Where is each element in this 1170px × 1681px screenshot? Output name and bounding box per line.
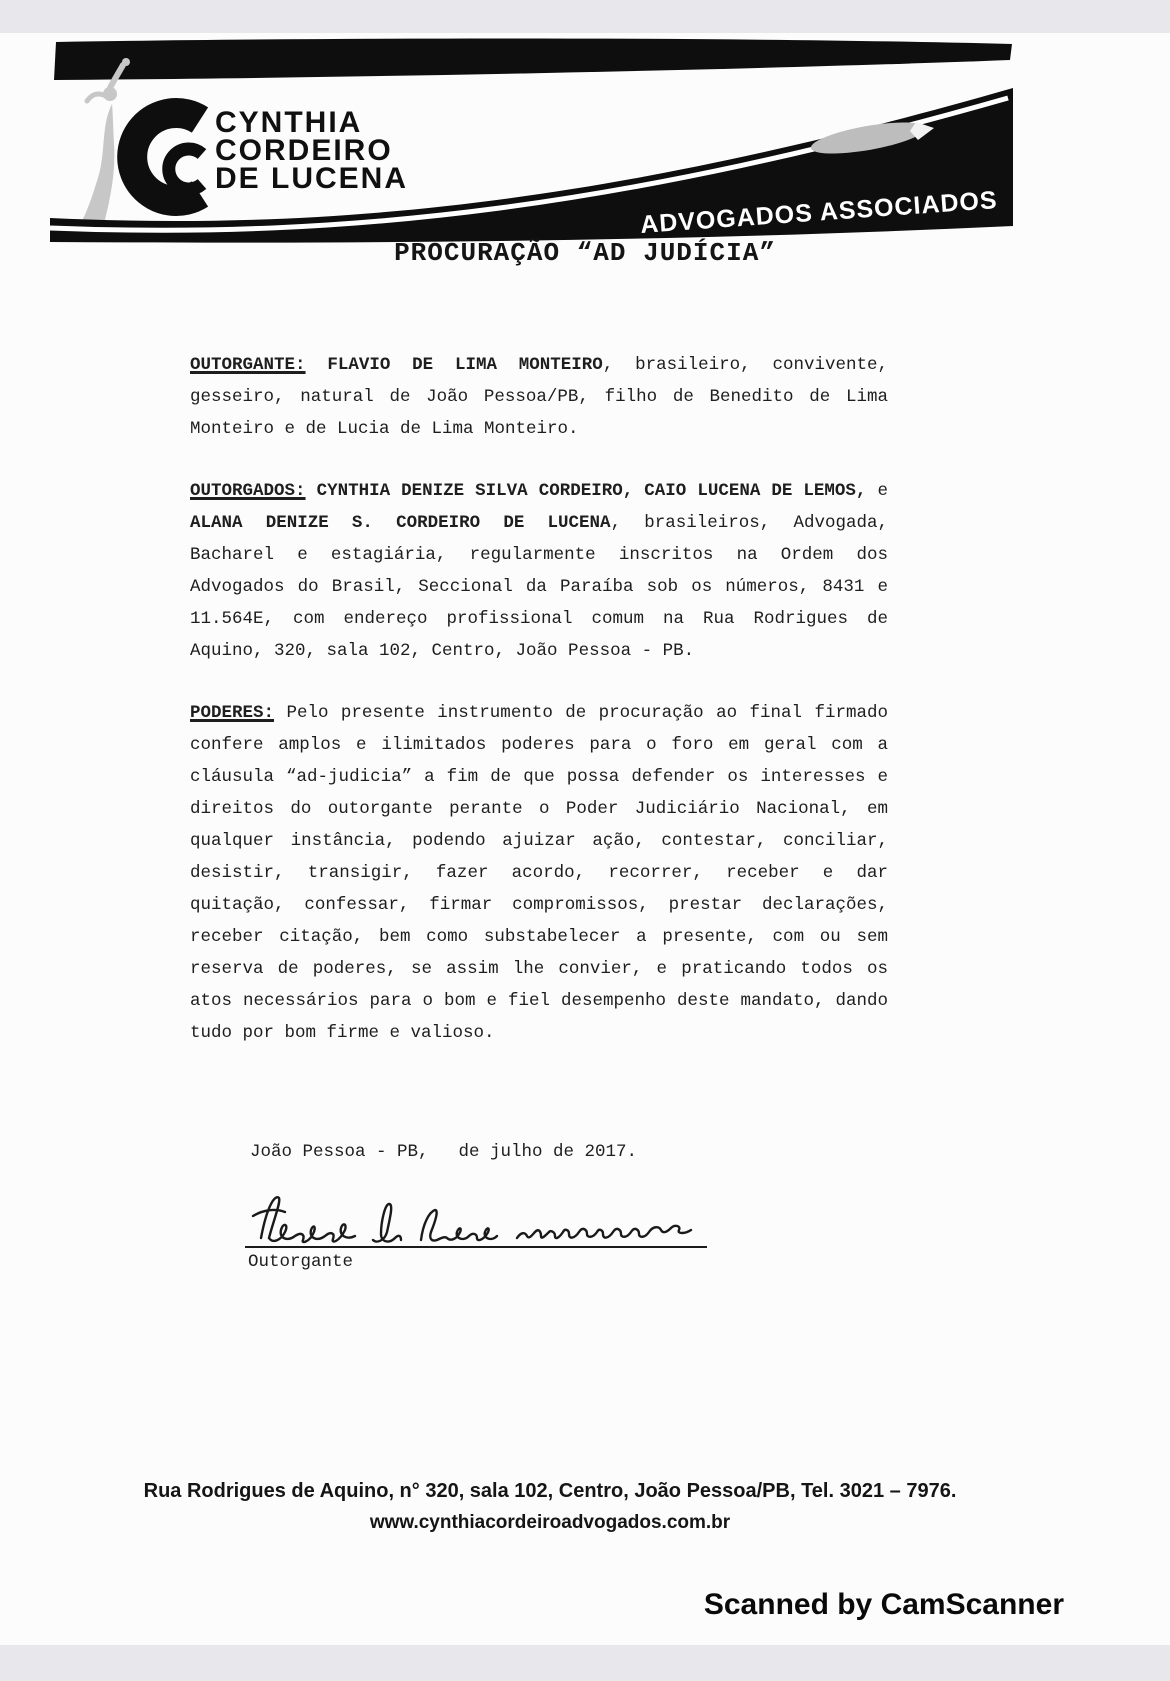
outorgante-name: FLAVIO DE LIMA MONTEIRO: [327, 355, 603, 375]
poderes-label: PODERES:: [190, 703, 275, 723]
outorgante-label: OUTORGANTE:: [190, 355, 306, 375]
paragraph-poderes: [190, 697, 888, 1049]
outorgados-names-a: CYNTHIA DENIZE SILVA CORDEIRO, CAIO LUCENA DE LEMOS,: [316, 481, 867, 501]
document-body: [190, 349, 888, 1079]
outorgados-label: OUTORGADOS:: [190, 481, 306, 501]
signature-handwriting: [245, 1190, 707, 1248]
paragraph-outorgante: [190, 349, 888, 445]
paragraph-outorgados: [190, 475, 888, 667]
poderes-text: Pelo presente instrumento de procuração ao final firmado confere amplos e ilimitados poderes para o foro em geral com a cláusula “ad-judicia” a fim de que possa defender os interesses e direitos do outorgante perante o Poder Judiciário Nacional, em qualquer instância, podendo ajuizar ação, contestar, conciliar, desistir, transigir, fazer acordo, recorrer, receber e dar quitação, confessar, firmar compromissos, prestar declarações, receber citação, bem como substabelecer a presente, com ou sem reserva de poderes, se assim lhe convier, e praticando todos os atos necessários para o bom e fiel desempenho deste mandato, dando tudo por bom firme e valioso.: [190, 703, 888, 1043]
document-title: PROCURAÇÃO “AD JUDÍCIA”: [394, 238, 776, 268]
outorgados-text: , brasileiros, Advogada, Bacharel e estagiária, regularmente inscritos na Ordem dos Advogados do Brasil, Seccional da Paraíba sob os números, 8431 e 11.564E, com endereço profissional comum na Rua Rodrigues de Aquino, 320, sala 102, Centro, João Pessoa - PB.: [190, 513, 889, 661]
outorgante-text: , brasileiro, convivente, gesseiro, natural de João Pessoa/PB, filho de Benedito de Lima Monteiro e de Lucia de Lima Monteiro.: [190, 355, 888, 439]
firm-name-line-1: CYNTHIA: [215, 106, 363, 139]
letterhead-header: [50, 36, 1020, 260]
scan-background-strip-bottom: [0, 1645, 1170, 1681]
camscanner-credit: Scanned by CamScanner: [703, 1588, 1064, 1621]
signature-line: [245, 1246, 707, 1248]
scan-background-strip-top: [0, 0, 1170, 33]
footer-website: www.cynthiacordeiroadvogados.com.br: [369, 1512, 731, 1533]
dateline-place: João Pessoa - PB,: [250, 1142, 429, 1162]
firm-name-line-3: DE LUCENA: [215, 162, 409, 195]
outorgados-names-b: ALANA DENIZE S. CORDEIRO DE LUCENA: [190, 513, 611, 533]
double-c-logo-icon: [132, 113, 202, 201]
dateline-date: de julho de 2017.: [458, 1142, 638, 1162]
scan-artifact-top-bar: [54, 38, 1012, 80]
signature-caption: Outorgante: [248, 1252, 354, 1272]
outorgados-conjunction: e: [877, 481, 888, 501]
footer-address: Rua Rodrigues de Aquino, n° 320, sala 102, Centro, João Pessoa/PB, Tel. 3021 – 7976.: [143, 1480, 957, 1502]
firm-name-line-2: CORDEIRO: [215, 134, 393, 167]
dateline: [250, 1136, 637, 1168]
advogados-tagline: ADVOGADOS ASSOCIADOS: [639, 186, 999, 239]
